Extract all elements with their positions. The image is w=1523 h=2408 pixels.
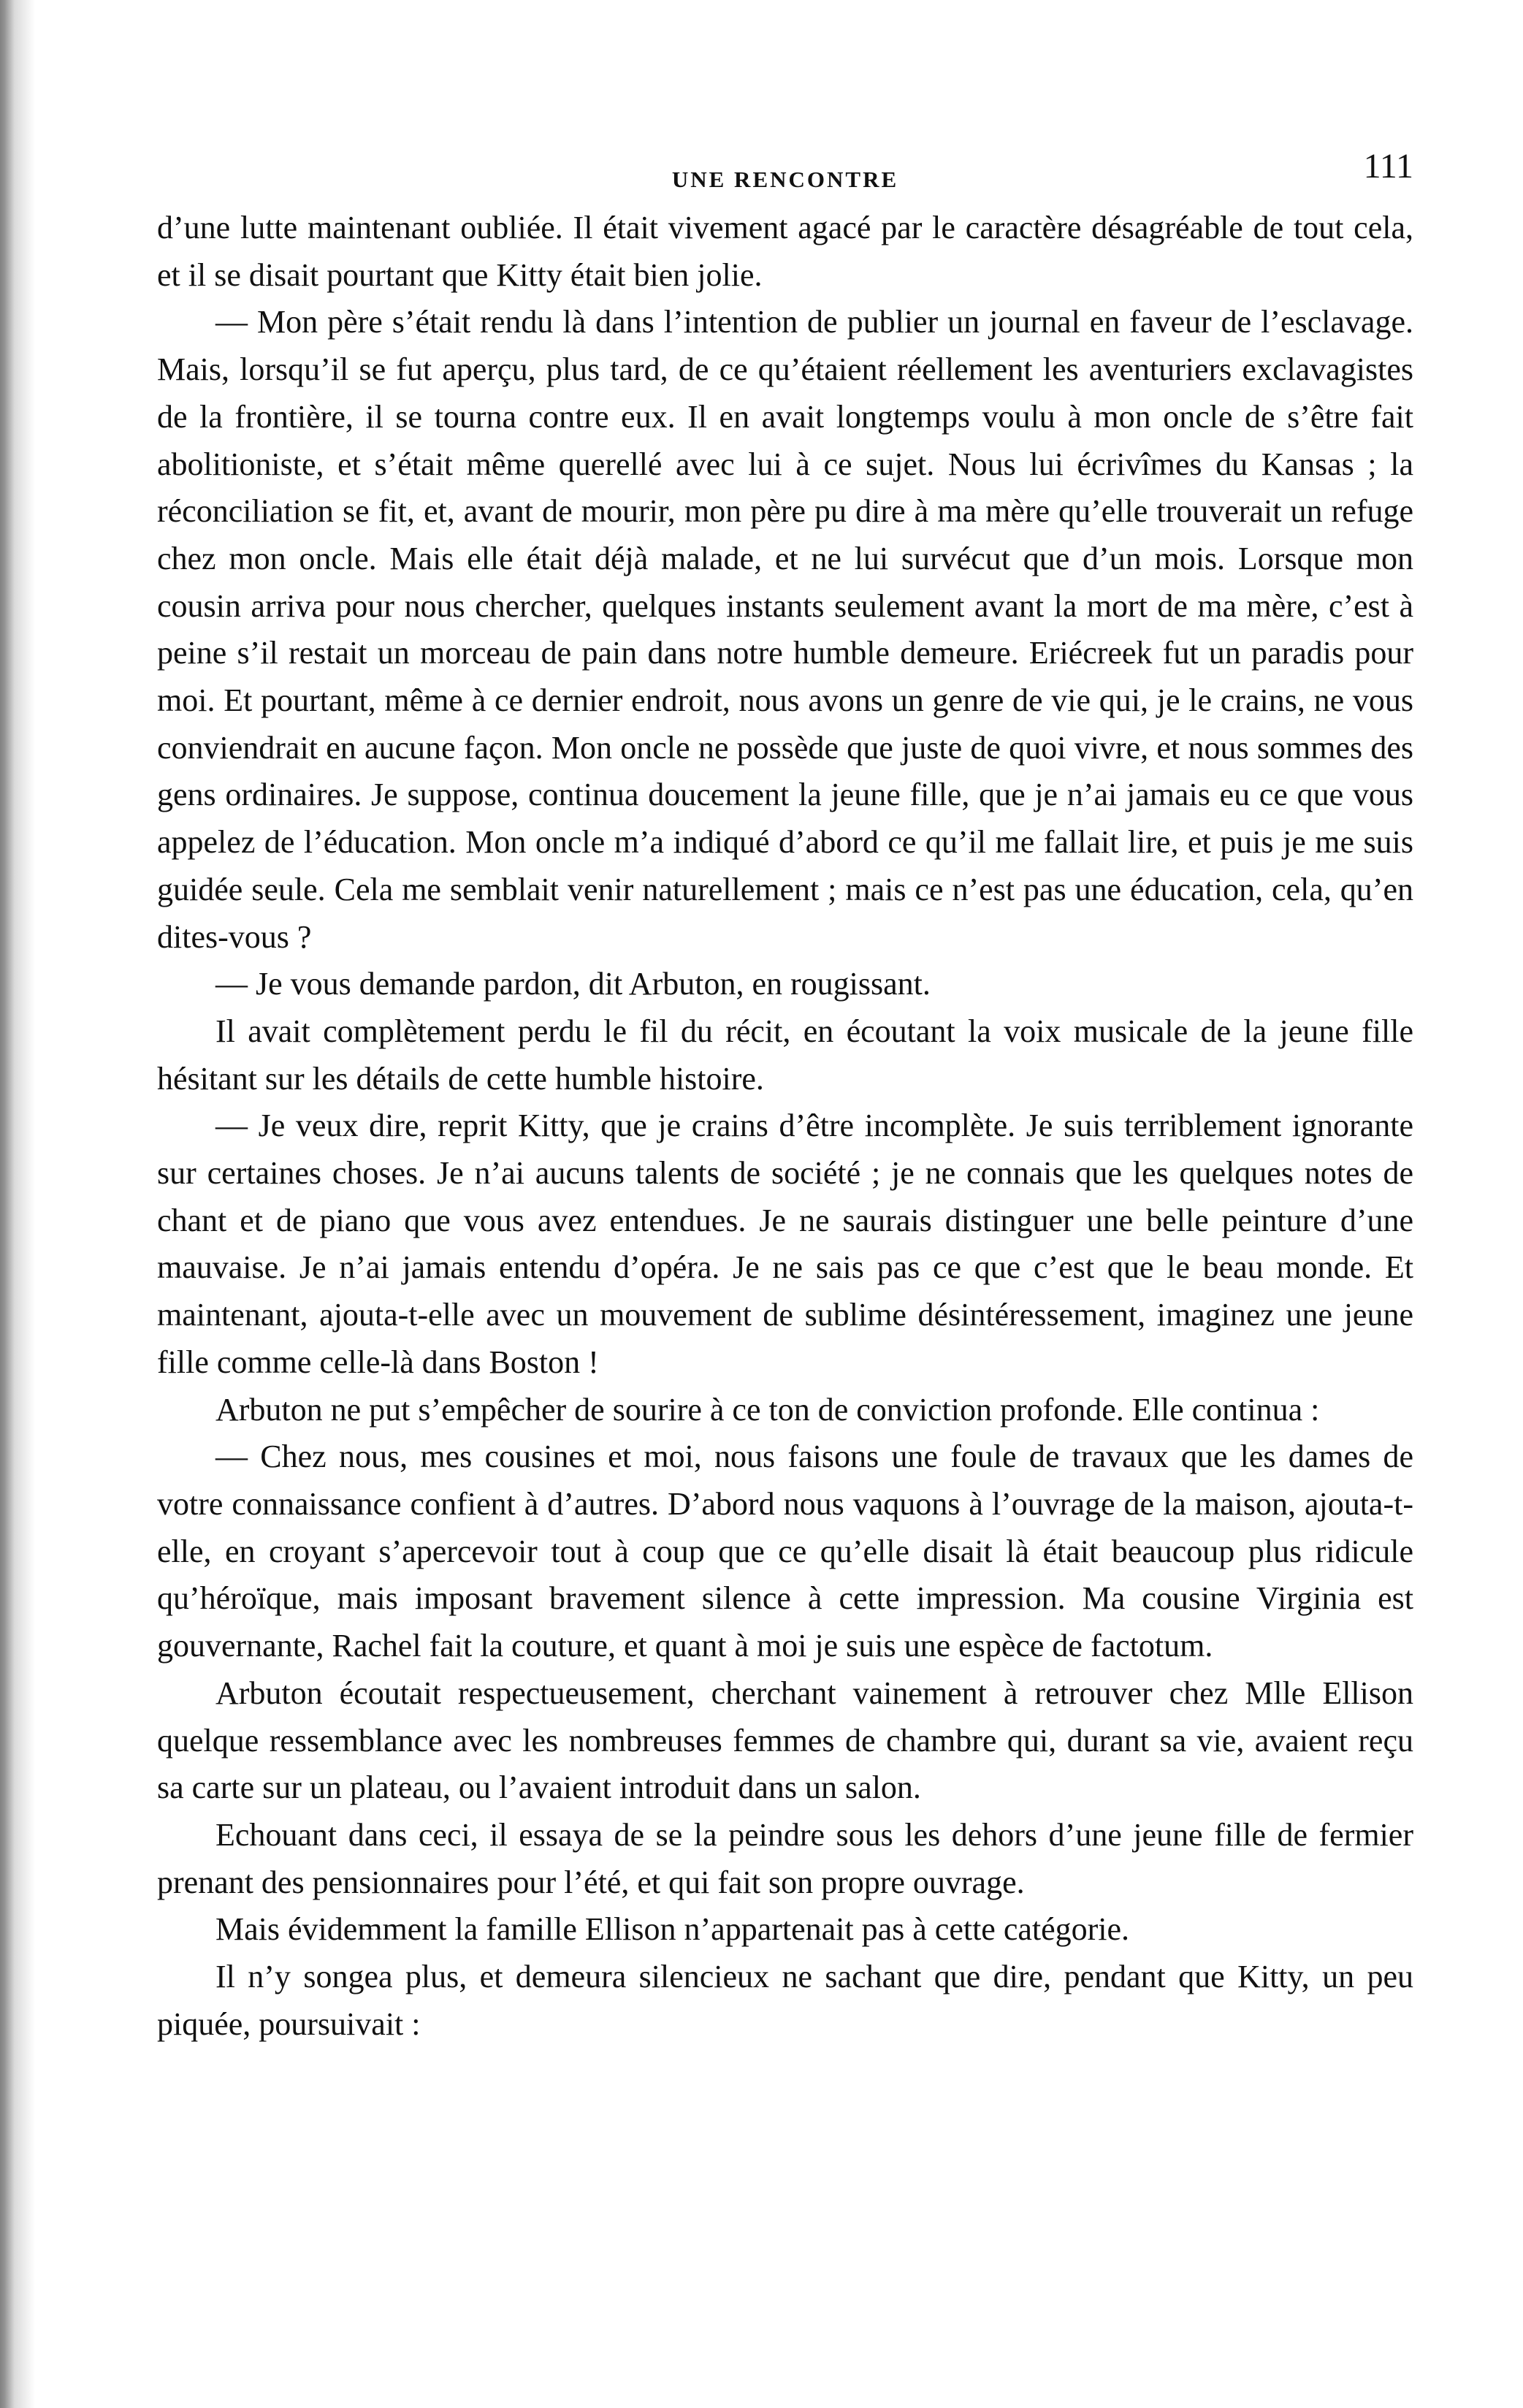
page-header — [157, 146, 1413, 205]
page-number: 111 — [1363, 147, 1413, 186]
scan-edge-shadow — [0, 0, 35, 2408]
running-title: UNE RENCONTRE — [671, 167, 899, 192]
paragraph: d’une lutte maintenant oubliée. Il était vivement agacé par le caractère désagréable de tout cela, et il se disait pourtant que Kitty était bien jolie. — [157, 210, 1413, 293]
paragraph: Echouant dans ceci, il essaya de se la peindre sous les dehors d’une jeune fille de fermier prenant des pensionnaires pour l’été, et qui fait son propre ouvrage. — [157, 1816, 1413, 1900]
paragraph: Il n’y songea plus, et demeura silencieux ne sachant que dire, pendant que Kitty, un peu piquée, poursuivait : — [157, 1959, 1413, 2042]
book-page — [157, 146, 1413, 2048]
paragraph: — Chez nous, mes cousines et moi, nous faisons une foule de travaux que les dames de votre connaissance confient à d’autres. D’abord nous vaquons à l’ouvrage de la maison, ajouta-t-elle, en croyant s’apercevoir tout à coup que ce qu’elle disait là était beaucoup plus ridicule qu’héroïque, mais imposant bravement silence à cette impression. Ma cousine Virginia est gouvernante, Rachel fait la couture, et quant à moi je suis une espèce de factotum. — [157, 1439, 1413, 1664]
paragraph: — Je veux dire, reprit Kitty, que je crains d’être incomplète. Je suis terriblement ignorante sur certaines choses. Je n’ai aucuns talents de société ; je ne connais que les quelques notes de chant et de piano que vous avez entendues. Je ne saurais distinguer une belle peinture d’une mauvaise. Je n’ai jamais entendu d’opéra. Je ne sais pas ce que c’est que le beau monde. Et maintenant, ajouta-t-elle avec un mouvement de sublime désintéressement, imaginez une jeune fille comme celle-là dans Boston ! — [157, 1108, 1413, 1380]
paragraph: — Je vous demande pardon, dit Arbuton, en rougissant. — [215, 966, 931, 1002]
paragraph: Mais évidemment la famille Ellison n’appartenait pas à cette catégorie. — [215, 1911, 1130, 1948]
paragraph: Il avait complètement perdu le fil du récit, en écoutant la voix musicale de la jeune fille hésitant sur les détails de cette humble histoire. — [157, 1013, 1413, 1097]
paragraph: — Mon père s’était rendu là dans l’intention de publier un journal en faveur de l’esclavage. Mais, lorsqu’il se fut aperçu, plus tard, de ce qu’étaient réellement les aventuriers exclavagistes de la frontière, il se tourna contre eux. Il en avait longtemps voulu à mon oncle de s’être fait abolitioniste, et s’était même querellé avec lui à ce sujet. Nous lui écrivîmes du Kansas ; la réconciliation se fit, et, avant de mourir, mon père pu dire à ma mère qu’elle trouverait un refuge chez mon oncle. Mais elle était déjà malade, et ne lui survécut que d’un mois. Lorsque mon cousin arriva pour nous chercher, quelques instants seulement avant la mort de ma mère, c’est à peine s’il restait un morceau de pain dans notre humble demeure. Eriécreek fut un paradis pour moi. Et pourtant, même à ce dernier endroit, nous avons un genre de vie qui, je le crains, ne vous conviendrait en aucune façon. Mon oncle ne possède que juste de quoi vivre, et nous sommes des gens ordinaires. Je suppose, continua doucement la jeune fille, que je n’ai jamais eu ce que vous appelez de l’éducation. Mon oncle m’a indiqué d’abord ce qu’il me fallait lire, et puis je me suis guidée seule. Cela me semblait venir naturellement ; mais ce n’est pas une éducation, cela, qu’en dites-vous ? — [157, 304, 1413, 955]
body-text — [157, 205, 1413, 2048]
paragraph: Arbuton ne put s’empêcher de sourire à ce ton de conviction profonde. Elle continua : — [215, 1391, 1320, 1428]
paragraph: Arbuton écoutait respectueusement, cherchant vainement à retrouver chez Mlle Ellison quelque ressemblance avec les nombreuses femmes de chambre qui, durant sa vie, avaient reçu sa carte sur un plateau, ou l’avaient introduit dans un salon. — [157, 1674, 1413, 1806]
